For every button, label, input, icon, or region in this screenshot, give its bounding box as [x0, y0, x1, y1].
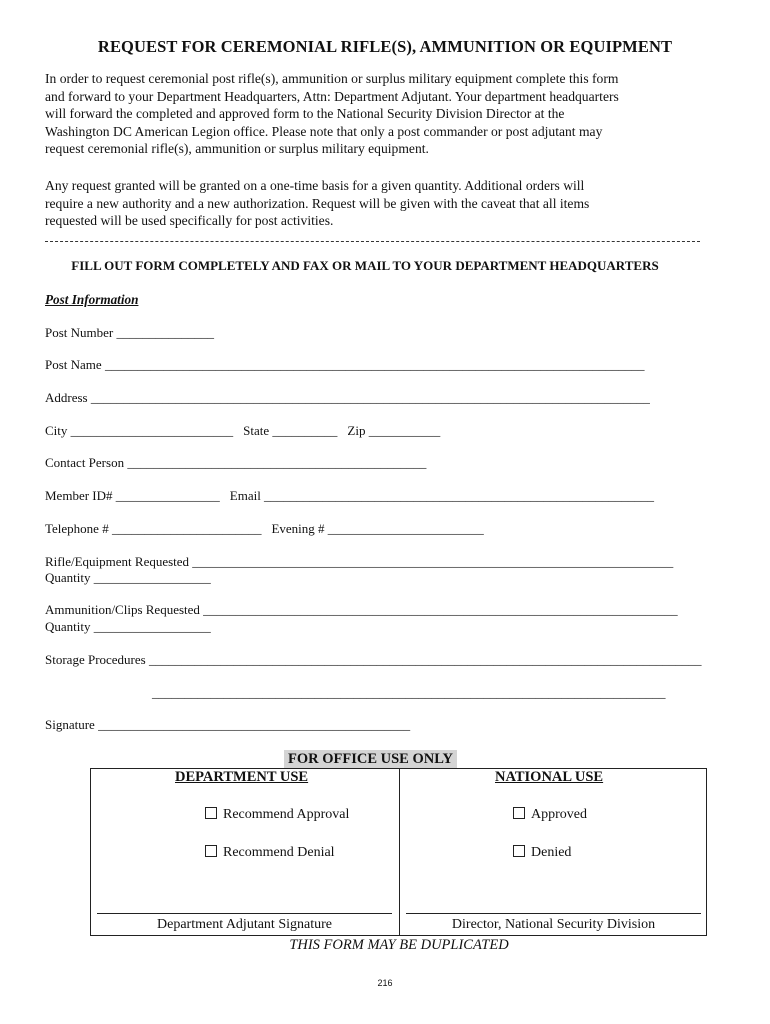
section-heading-post-information: Post Information: [45, 292, 139, 307]
contact-person-field[interactable]: Contact Person ______________________________________________: [45, 455, 427, 470]
intro-paragraph-2: [45, 177, 705, 230]
office-use-column-divider: [399, 769, 400, 935]
department-use-heading: DEPARTMENT USE: [175, 769, 309, 785]
telephone-field[interactable]: Telephone # _______________________: [45, 521, 262, 536]
post-number-field[interactable]: Post Number _______________: [45, 325, 214, 340]
recommend-denial-label: Recommend Denial: [223, 845, 335, 860]
storage-procedures-field[interactable]: Storage Procedures _____________________________________________________________________________________: [45, 652, 702, 667]
city-state-zip-row: [45, 423, 440, 439]
checkbox-icon[interactable]: [205, 845, 217, 857]
intro-line: will forward the completed and approved form to the National Security Division Director at the: [45, 106, 565, 121]
member-email-row: [45, 488, 654, 504]
department-signature-caption: Department Adjutant Signature: [157, 917, 332, 932]
storage-continuation-line[interactable]: _______________________________________________________________________________: [152, 685, 666, 700]
telephone-row: [45, 521, 484, 537]
recommend-approval-option[interactable]: [205, 807, 349, 823]
evening-phone-field[interactable]: Evening # ________________________: [271, 521, 484, 536]
national-signature-line[interactable]: [406, 913, 701, 914]
approved-option[interactable]: [513, 807, 587, 823]
denied-label: Denied: [531, 845, 572, 860]
dashed-divider: [45, 241, 700, 242]
department-signature-line[interactable]: [97, 913, 392, 914]
national-use-heading: NATIONAL USE: [495, 769, 604, 785]
intro-line: requested will be used specifically for post activities.: [45, 213, 334, 228]
office-use-heading: FOR OFFICE USE ONLY: [284, 750, 457, 768]
office-use-box: [90, 768, 707, 936]
intro-line: Any request granted will be granted on a one-time basis for a given quantity. Additional orders will: [45, 178, 585, 193]
intro-line: Washington DC American Legion office. Please note that only a post commander or post adjutant may: [45, 123, 603, 139]
form-title: REQUEST FOR CEREMONIAL RIFLE(S), AMMUNITION OR EQUIPMENT: [97, 37, 673, 56]
duplication-note: THIS FORM MAY BE DUPLICATED: [289, 937, 509, 953]
ammunition-quantity-field[interactable]: Quantity __________________: [45, 619, 211, 634]
recommend-approval-label: Recommend Approval: [223, 807, 350, 822]
intro-paragraph-1: [45, 70, 705, 158]
recommend-denial-option[interactable]: [205, 845, 335, 861]
denied-option[interactable]: [513, 845, 571, 861]
approved-label: Approved: [531, 807, 587, 822]
intro-line: require a new authority and a new authorization. Request will be given with the caveat that all items: [45, 195, 590, 211]
rifle-quantity-field[interactable]: Quantity __________________: [45, 570, 211, 585]
zip-field[interactable]: Zip ___________: [347, 423, 441, 438]
rifle-equipment-field[interactable]: Rifle/Equipment Requested __________________________________________________________________________: [45, 554, 674, 569]
email-field[interactable]: Email ____________________________________________________________: [229, 488, 655, 503]
form-instruction: FILL OUT FORM COMPLETELY AND FAX OR MAIL TO YOUR DEPARTMENT HEADQUARTERS: [71, 258, 659, 273]
post-name-field[interactable]: Post Name ___________________________________________________________________________________: [45, 357, 645, 372]
ammunition-field[interactable]: Ammunition/Clips Requested _________________________________________________________________________: [45, 602, 678, 617]
city-field[interactable]: City _________________________: [45, 423, 234, 438]
signature-field[interactable]: Signature ________________________________________________: [45, 717, 411, 732]
intro-line: and forward to your Department Headquarters, Attn: Department Adjutant. Your department headquarters: [45, 88, 619, 104]
checkbox-icon[interactable]: [513, 845, 525, 857]
checkbox-icon[interactable]: [205, 807, 217, 819]
state-field[interactable]: State __________: [243, 423, 338, 438]
address-field[interactable]: Address ______________________________________________________________________________________: [45, 390, 650, 405]
checkbox-icon[interactable]: [513, 807, 525, 819]
member-id-field[interactable]: Member ID# ________________: [45, 488, 220, 503]
national-signature-caption: Director, National Security Division: [451, 917, 656, 932]
intro-line: request ceremonial rifle(s), ammunition or surplus military equipment.: [45, 141, 429, 156]
page-number: 216: [377, 978, 393, 988]
intro-line: In order to request ceremonial post rifle(s), ammunition or surplus military equipment complete this form: [45, 71, 619, 86]
